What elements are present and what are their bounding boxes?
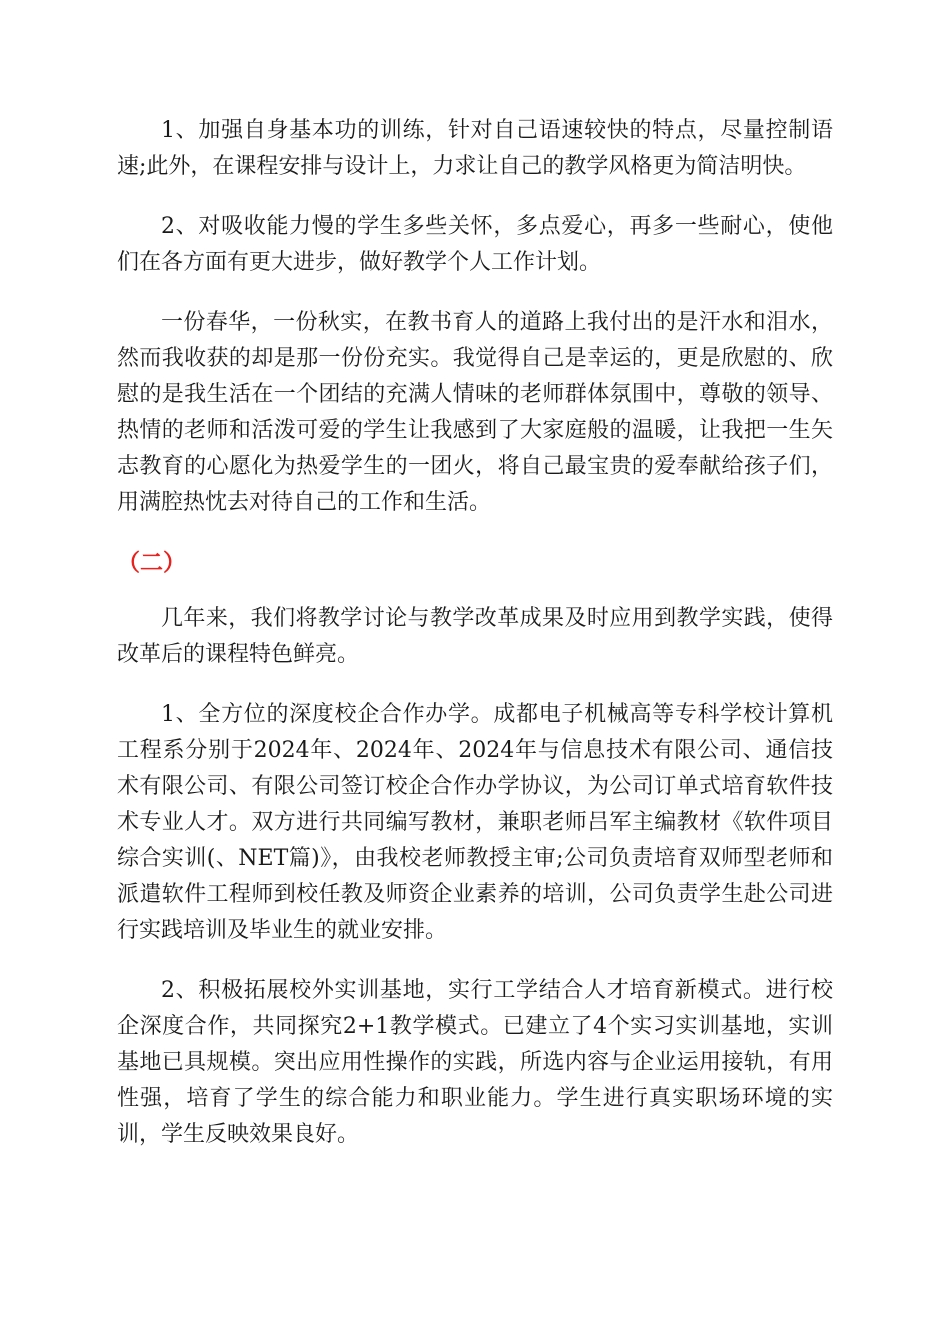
paragraph-reflection: 一份春华，一份秋实，在教书育人的道路上我付出的是汗水和泪水，然而我收获的却是那一份份充实。我觉得自己是幸运的，更是欣慰的、欣慰的是我生活在一个团结的充满人情味的老师群体氛围中，尊敬的领导、热情的老师和活泼可爱的学生让我感到了大家庭般的温暖，让我把一生矢志教育的心愿化为热爱学生的一团火，将自己最宝贵的爱奉献给孩子们，用满腔热忱去对待自己的工作和生活。 (117, 310, 833, 515)
section-heading: （二） (117, 550, 186, 576)
paragraph-intro: 几年来，我们将教学讨论与教学改革成果及时应用到教学实践，使得改革后的课程特色鲜亮。 (117, 606, 833, 667)
paragraph-training-base: 2、积极拓展校外实训基地，实行工学结合人才培育新模式。进行校企深度合作，共同探究2+1教学模式。已建立了4个实习实训基地，实训基地已具规模。突出应用性操作的实践，所选内容与企业运用接轨，有用性强，培育了学生的综合能力和职业能力。学生进行真实职场环境的实训，学生反映效果良好。 (117, 978, 833, 1147)
document-body (117, 113, 833, 1177)
paragraph-cooperation: 1、全方位的深度校企合作办学。成都电子机械高等专科学校计算机工程系分别于2024年、2024年、2024年与信息技术有限公司、通信技术有限公司、有限公司签订校企合作办学协议，为公司订单式培育软件技术专业人才。双方进行共同编写教材，兼职老师吕军主编教材《软件项目综合实训(、NET篇)》，由我校老师教授主审;公司负责培育双师型老师和派遣软件工程师到校任教及师资企业素养的培训，公司负责学生赴公司进行实践培训及毕业生的就业安排。 (117, 702, 833, 943)
paragraph-point-2: 2、对吸收能力慢的学生多些关怀，多点爱心，再多一些耐心，使他们在各方面有更大进步，做好教学个人工作计划。 (117, 214, 833, 275)
paragraph-point-1: 1、加强自身基本功的训练，针对自己语速较快的特点，尽量控制语速;此外，在课程安排与设计上，力求让自己的教学风格更为简洁明快。 (117, 118, 833, 179)
